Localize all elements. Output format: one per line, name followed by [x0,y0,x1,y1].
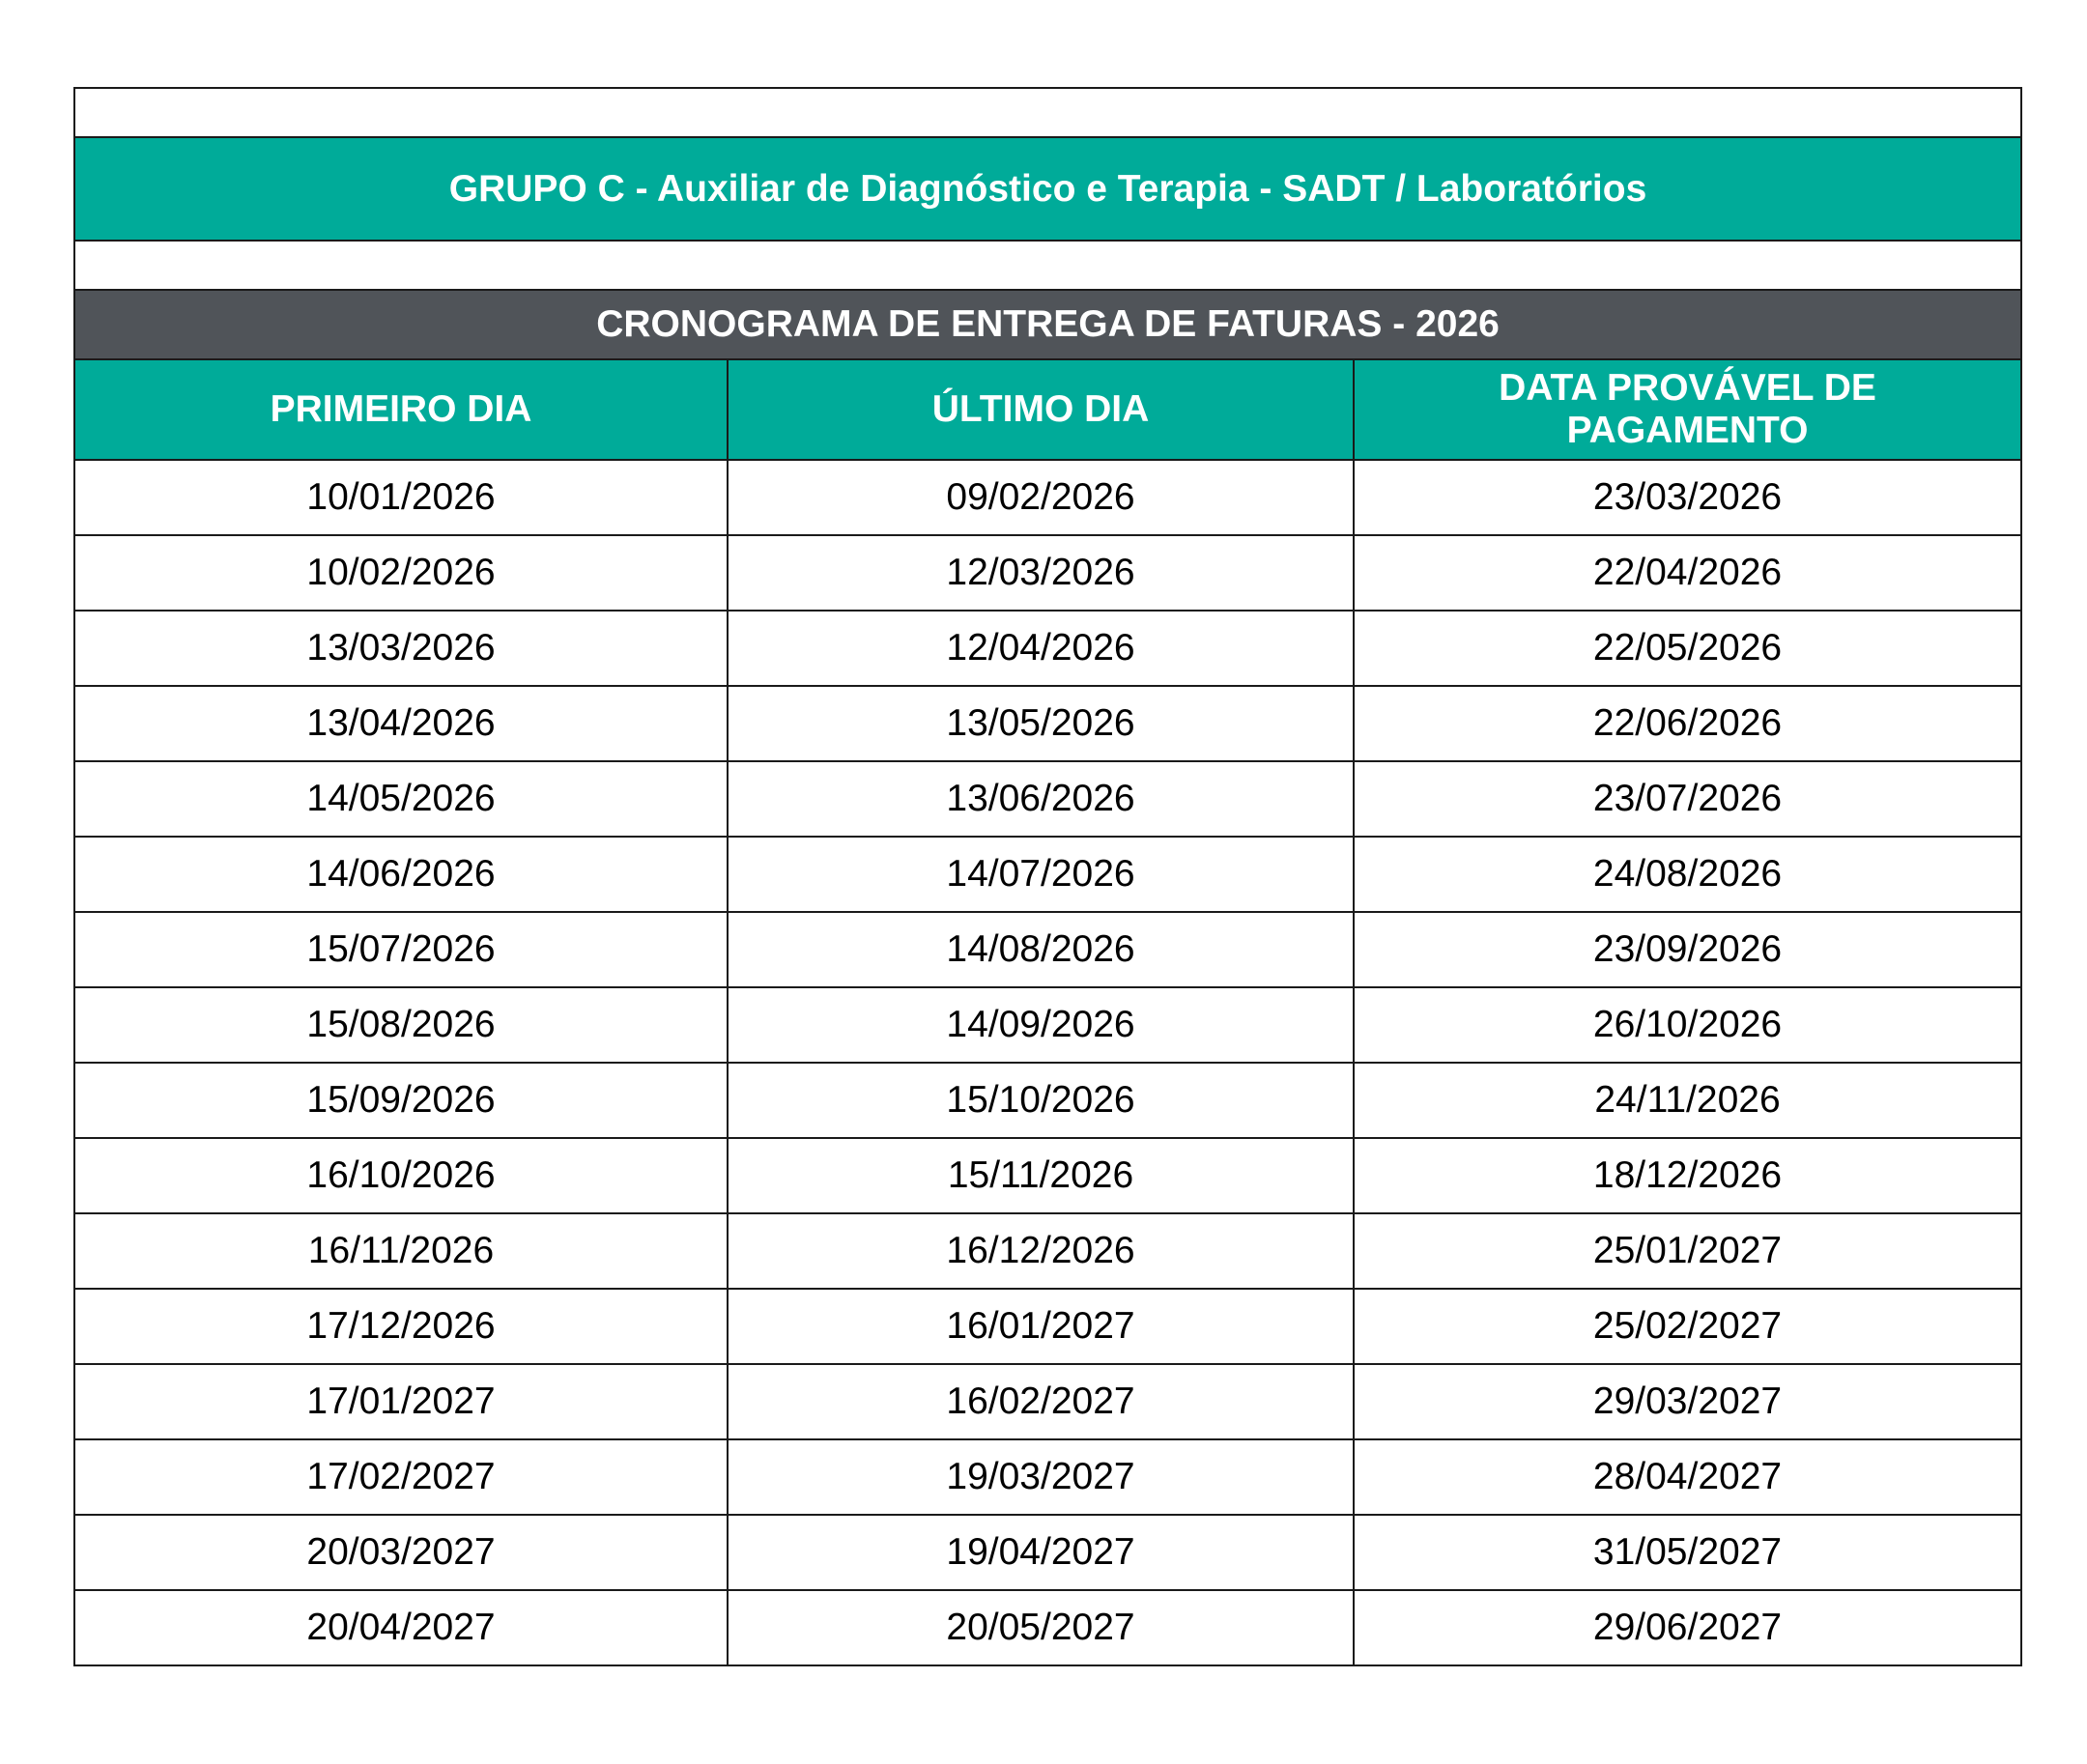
first-day-cell: 10/02/2026 [74,535,728,611]
blank-row-middle [74,241,2021,290]
first-day-cell: 15/09/2026 [74,1063,728,1138]
table-row [74,1515,2021,1590]
payment-date-cell: 24/08/2026 [1354,837,2021,912]
column-header-label: ÚLTIMO DIA [931,388,1150,430]
invoice-schedule-table [73,87,2022,1666]
group-header-row [74,137,2021,241]
first-day-cell: 16/11/2026 [74,1213,728,1289]
table-row [74,1364,2021,1439]
table-row [74,1138,2021,1213]
column-header-label: PRIMEIRO DIA [270,388,532,430]
table-row [74,535,2021,611]
last-day-cell: 12/03/2026 [728,535,1354,611]
payment-date-cell: 23/07/2026 [1354,761,2021,837]
payment-date-cell: 23/09/2026 [1354,912,2021,987]
table-row [74,611,2021,686]
last-day-cell: 13/06/2026 [728,761,1354,837]
last-day-cell: 14/08/2026 [728,912,1354,987]
payment-date-cell: 29/06/2027 [1354,1590,2021,1665]
first-day-cell: 16/10/2026 [74,1138,728,1213]
last-day-cell: 15/10/2026 [728,1063,1354,1138]
payment-date-cell: 29/03/2027 [1354,1364,2021,1439]
payment-date-cell: 25/02/2027 [1354,1289,2021,1364]
column-header-last-day [728,359,1354,460]
first-day-cell: 20/03/2027 [74,1515,728,1590]
first-day-cell: 17/12/2026 [74,1289,728,1364]
last-day-cell: 20/05/2027 [728,1590,1354,1665]
last-day-cell: 16/12/2026 [728,1213,1354,1289]
column-header-label: DATA PROVÁVEL DE PAGAMENTO [1499,367,1876,451]
first-day-cell: 15/08/2026 [74,987,728,1063]
first-day-cell: 20/04/2027 [74,1590,728,1665]
last-day-cell: 16/02/2027 [728,1364,1354,1439]
group-title: GRUPO C - Auxiliar de Diagnóstico e Terapia - SADT / Laboratórios [74,137,2021,241]
schedule-title: CRONOGRAMA DE ENTREGA DE FATURAS - 2026 [74,290,2021,359]
first-day-cell: 15/07/2026 [74,912,728,987]
payment-date-cell: 31/05/2027 [1354,1515,2021,1590]
first-day-cell: 14/06/2026 [74,837,728,912]
payment-date-cell: 24/11/2026 [1354,1063,2021,1138]
table-row [74,912,2021,987]
table-row [74,686,2021,761]
last-day-cell: 14/07/2026 [728,837,1354,912]
first-day-cell: 13/04/2026 [74,686,728,761]
last-day-cell: 09/02/2026 [728,460,1354,535]
payment-date-cell: 18/12/2026 [1354,1138,2021,1213]
last-day-cell: 12/04/2026 [728,611,1354,686]
payment-date-cell: 26/10/2026 [1354,987,2021,1063]
last-day-cell: 19/04/2027 [728,1515,1354,1590]
table-row [74,1063,2021,1138]
table-row [74,1439,2021,1515]
blank-cell [74,241,2021,290]
table-row [74,1289,2021,1364]
payment-date-cell: 22/06/2026 [1354,686,2021,761]
table-row [74,1590,2021,1665]
last-day-cell: 15/11/2026 [728,1138,1354,1213]
blank-cell [74,88,2021,137]
first-day-cell: 14/05/2026 [74,761,728,837]
table-row [74,987,2021,1063]
payment-date-cell: 22/04/2026 [1354,535,2021,611]
column-header-first-day [74,359,728,460]
table-row [74,1213,2021,1289]
last-day-cell: 13/05/2026 [728,686,1354,761]
table-row [74,761,2021,837]
schedule-title-row [74,290,2021,359]
payment-date-cell: 25/01/2027 [1354,1213,2021,1289]
first-day-cell: 17/01/2027 [74,1364,728,1439]
column-header-row [74,359,2021,460]
payment-date-cell: 23/03/2026 [1354,460,2021,535]
column-header-payment-date [1354,359,2021,460]
blank-row-top [74,88,2021,137]
payment-date-cell: 28/04/2027 [1354,1439,2021,1515]
first-day-cell: 10/01/2026 [74,460,728,535]
first-day-cell: 13/03/2026 [74,611,728,686]
last-day-cell: 14/09/2026 [728,987,1354,1063]
last-day-cell: 16/01/2027 [728,1289,1354,1364]
payment-date-cell: 22/05/2026 [1354,611,2021,686]
last-day-cell: 19/03/2027 [728,1439,1354,1515]
table-row [74,837,2021,912]
first-day-cell: 17/02/2027 [74,1439,728,1515]
table-row [74,460,2021,535]
